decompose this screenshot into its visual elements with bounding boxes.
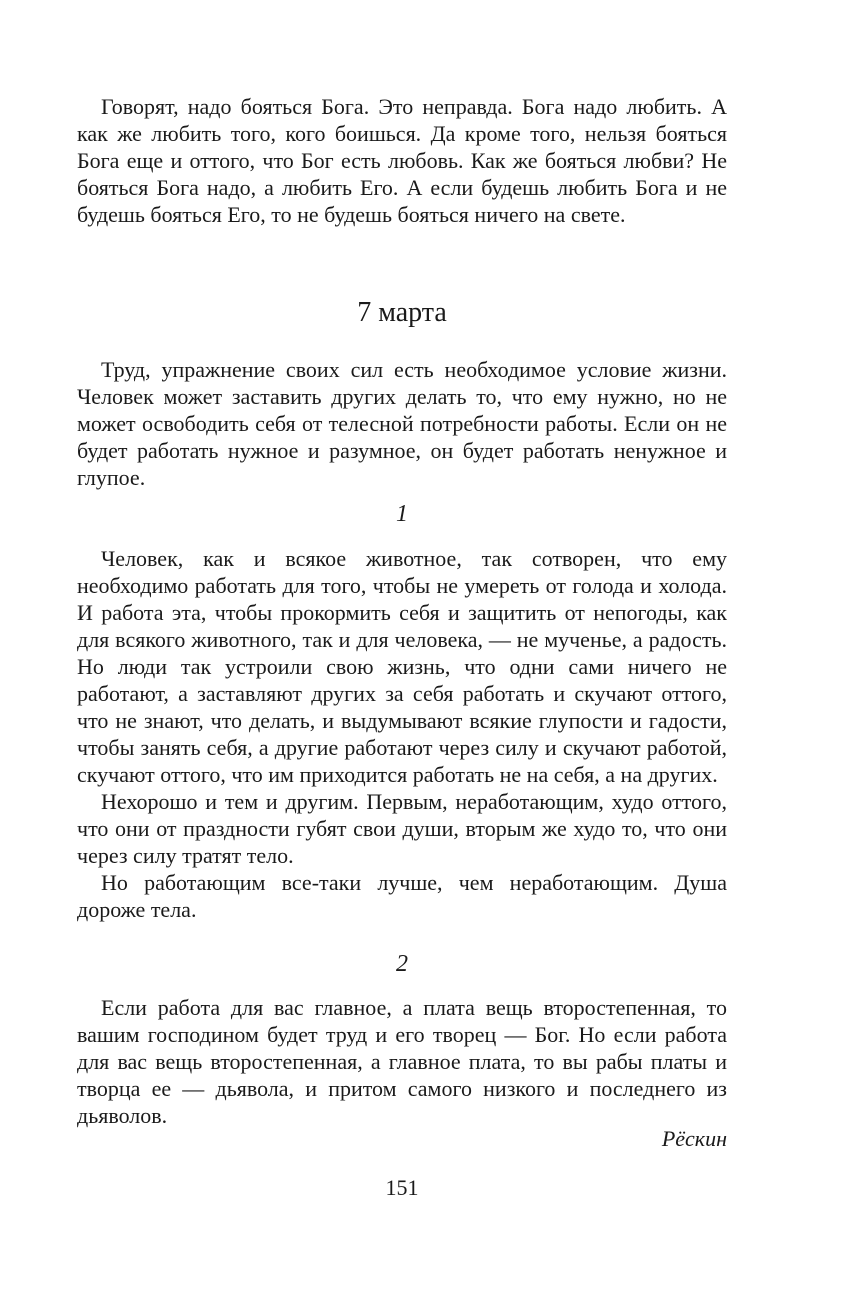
attribution: Рёскин xyxy=(661,1126,727,1151)
page-number: 151 xyxy=(385,1175,419,1200)
section-1-paragraph-3: Но работающим все-таки лучше, чем неработающим. Душа дороже тела. xyxy=(77,870,727,922)
lead-block xyxy=(77,356,727,491)
section-number-1: 1 xyxy=(396,501,408,527)
section-2-block xyxy=(77,994,727,1129)
intro-block xyxy=(77,93,727,228)
section-2-paragraph-1: Если работа для вас главное, а плата вещь второстепенная, то вашим господином будет труд и его творец — Бог. Но если работа для вас вещь второстепенная, а главное плата, то вы рабы платы и творца ее — дьявола, и притом самого низкого и последнего из дьяволов. xyxy=(77,995,727,1128)
day-heading: 7 марта xyxy=(357,297,447,328)
section-1-block xyxy=(77,545,727,923)
section-1-paragraph-1: Человек, как и всякое животное, так сотворен, что ему необходимо работать для того, чтобы не умереть от голода и холода. И работа эта, чтобы прокормить себя и защитить от непогоды, как для всякого животного, так и для человека, — не мученье, а радость. Но люди так устроили свою жизнь, что одни сами ничего не работают, а заставляют других за себя работать и скучают оттого, что не знают, что делать, и выдумывают всякие глупости и гадости, чтобы занять себя, а другие работают через силу и скучают работой, скучают оттого, что им приходится работать не на себя, а на других. xyxy=(77,546,727,787)
intro-paragraph: Говорят, надо бояться Бога. Это неправда. Бога надо любить. А как же любить того, кого боишься. Да кроме того, нельзя бояться Бога еще и оттого, что Бог есть любовь. Как же бояться любви? Не бояться Бога надо, а любить Его. А если будешь любить Бога и не будешь бояться Его, то не будешь бояться ничего на свете. xyxy=(77,94,727,227)
lead-paragraph: Труд, упражнение своих сил есть необходимое условие жизни. Человек может заставить других делать то, что ему нужно, но не может освободить себя от телесной потребности работы. Если он не будет работать нужное и разумное, он будет работать ненужное и глупое. xyxy=(77,357,727,490)
section-number-2: 2 xyxy=(396,951,408,977)
section-1-paragraph-2: Нехорошо и тем и другим. Первым, неработающим, худо оттого, что они от праздности губят свои души, вторым же худо то, что они через силу тратят тело. xyxy=(77,789,727,868)
